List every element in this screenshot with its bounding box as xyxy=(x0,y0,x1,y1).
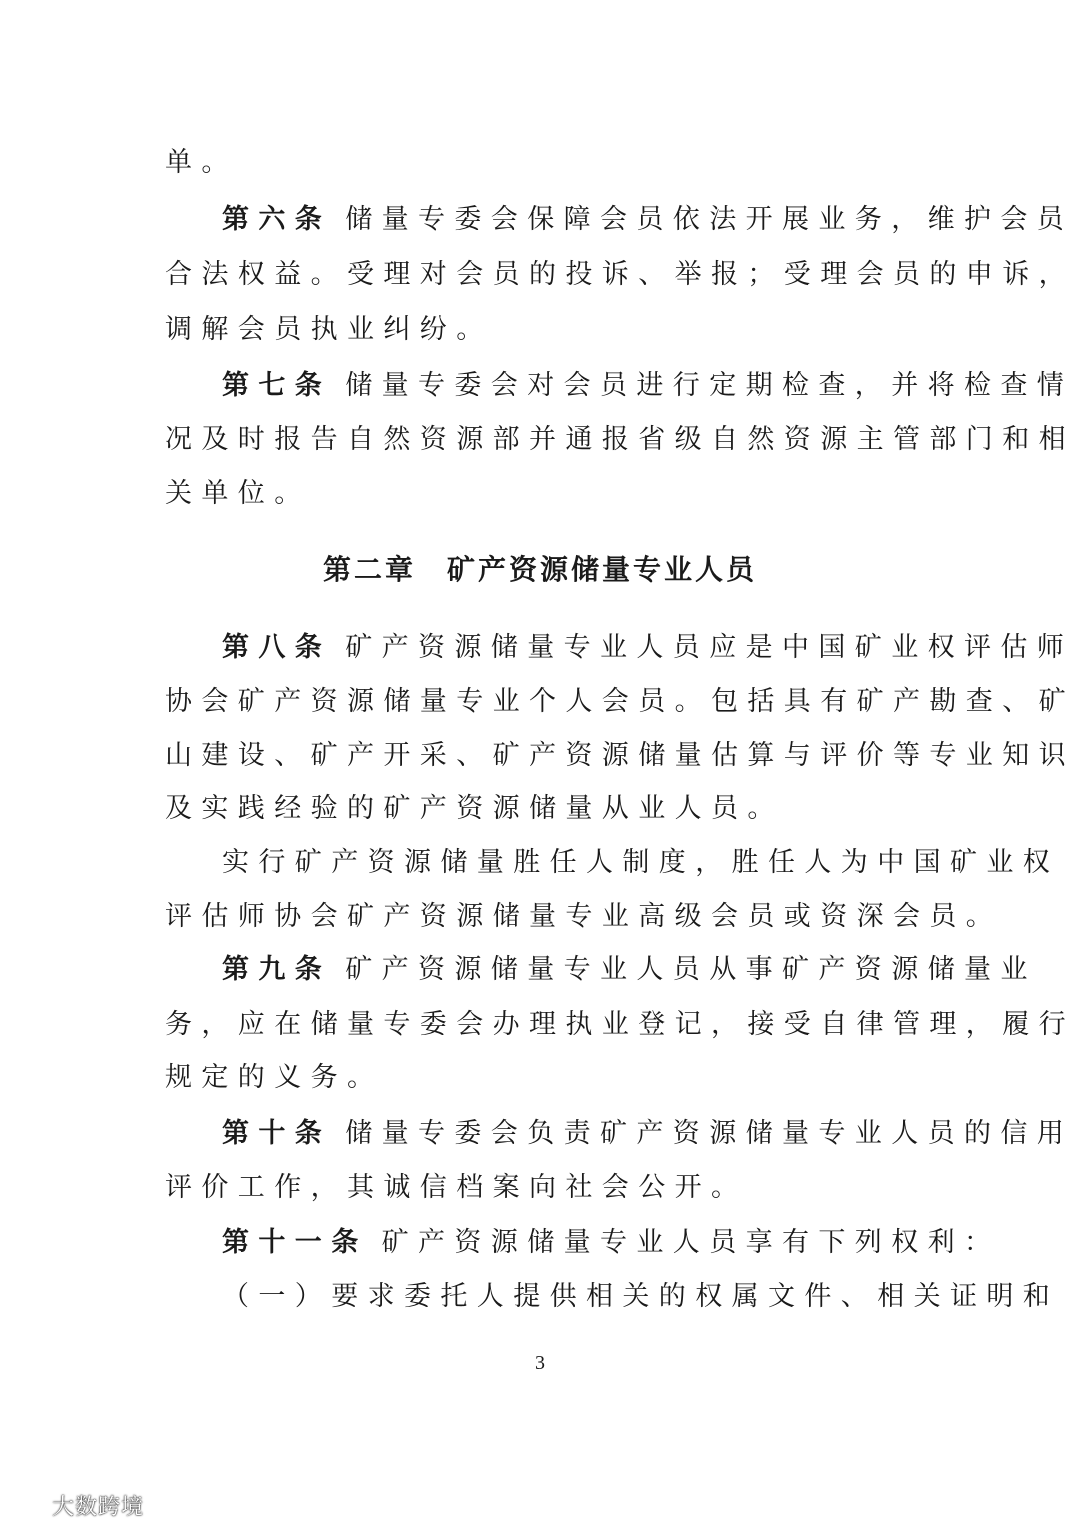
article-heading: 第七条 xyxy=(222,370,332,401)
article-heading: 第九条 xyxy=(222,954,332,985)
article-heading: 第八条 xyxy=(222,632,332,663)
article-heading: 第六条 xyxy=(222,204,332,235)
text-line: 合法权益。受理对会员的投诉、举报；受理会员的申诉， xyxy=(165,259,1075,290)
article-7-line: 第七条 储量专委会对会员进行定期检查，并将检查情 xyxy=(222,370,1074,401)
article-heading: 第十一条 xyxy=(222,1227,368,1258)
text-line: 协会矿产资源储量专业个人会员。包括具有矿产勘查、矿 xyxy=(165,686,1075,717)
chapter-heading: 第二章 矿产资源储量专业人员 xyxy=(322,553,757,586)
watermark xyxy=(8,1490,144,1521)
article-6-line: 第六条 储量专委会保障会员依法开展业务，维护会员 xyxy=(222,204,1074,235)
article-9-line: 第九条 矿产资源储量专业人员从事矿产资源储量业 xyxy=(222,954,1037,985)
article-11-line: 第十一条 矿产资源储量专业人员享有下列权利： xyxy=(222,1227,1001,1258)
text-line: 规定的义务。 xyxy=(165,1062,384,1093)
article-8-line: 第八条 矿产资源储量专业人员应是中国矿业权评估师 xyxy=(222,632,1074,663)
text-line: （一）要求委托人提供相关的权属文件、相关证明和 xyxy=(222,1281,1060,1312)
text-line: 实行矿产资源储量胜任人制度，胜任人为中国矿业权 xyxy=(222,847,1060,878)
watermark-logo-icon xyxy=(8,1494,48,1518)
text-line: 关单位。 xyxy=(165,478,311,509)
page-number: 3 xyxy=(535,1352,545,1374)
text-line: 山建设、矿产开采、矿产资源储量估算与评价等专业知识 xyxy=(165,740,1075,771)
text-line: 评估师协会矿产资源储量专业高级会员或资深会员。 xyxy=(165,901,1003,932)
text-line: 况及时报告自然资源部并通报省级自然资源主管部门和相 xyxy=(165,424,1075,455)
text-line: 调解会员执业纠纷。 xyxy=(165,314,493,345)
text-line: 单。 xyxy=(165,147,238,178)
text-line: 评价工作，其诚信档案向社会公开。 xyxy=(165,1172,748,1203)
watermark-text: 大数跨境 xyxy=(52,1495,145,1520)
text-line: 务，应在储量专委会办理执业登记，接受自律管理，履行 xyxy=(165,1009,1075,1040)
article-10-line: 第十条 储量专委会负责矿产资源储量专业人员的信用 xyxy=(222,1118,1074,1149)
article-heading: 第十条 xyxy=(222,1118,332,1149)
text-line: 及实践经验的矿产资源储量从业人员。 xyxy=(165,793,784,824)
